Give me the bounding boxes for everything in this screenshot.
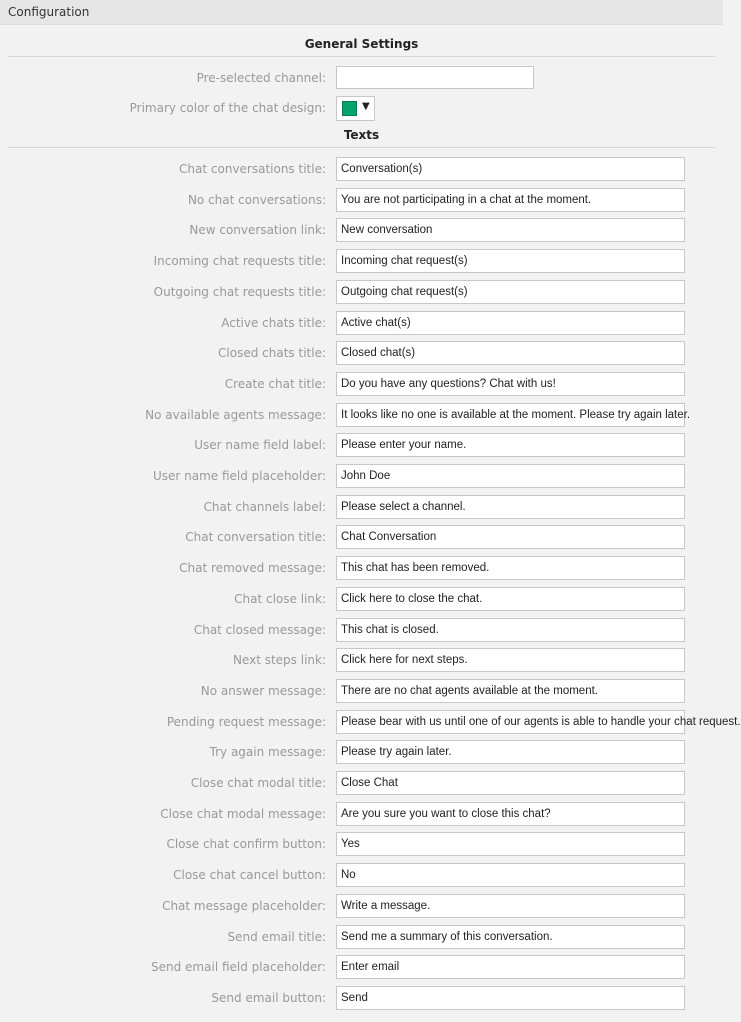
- text-field-label: Chat close link:: [234, 592, 326, 606]
- texts-heading: Texts: [343, 128, 380, 142]
- header-title: Configuration: [8, 5, 90, 19]
- text-field-input[interactable]: Please enter your name.: [336, 433, 685, 457]
- text-field-label: Chat conversations title:: [179, 162, 326, 176]
- text-field-label: Close chat confirm button:: [166, 837, 326, 851]
- text-field-input[interactable]: Close Chat: [336, 771, 685, 795]
- text-field-label: New conversation link:: [189, 223, 326, 237]
- config-header: [0, 0, 723, 25]
- color-swatch: [342, 101, 357, 116]
- text-field-input[interactable]: Please bear with us until one of our agents is able to handle your chat request.: [336, 710, 685, 734]
- text-field-input[interactable]: Chat Conversation: [336, 525, 685, 549]
- text-field-label: Incoming chat requests title:: [153, 254, 326, 268]
- primary-color-label: Primary color of the chat design:: [129, 101, 326, 115]
- text-field-input[interactable]: John Doe: [336, 464, 685, 488]
- text-field-input[interactable]: Conversation(s): [336, 157, 685, 181]
- text-field-label: User name field label:: [194, 438, 326, 452]
- text-field-input[interactable]: There are no chat agents available at the moment.: [336, 679, 685, 703]
- text-field-label: Try again message:: [209, 745, 326, 759]
- text-field-label: User name field placeholder:: [152, 469, 326, 483]
- color-picker[interactable]: [336, 96, 375, 121]
- text-field-input[interactable]: Write a message.: [336, 894, 685, 918]
- text-field-input[interactable]: Please select a channel.: [336, 495, 685, 519]
- text-field-label: No chat conversations:: [187, 193, 326, 207]
- text-field-label: No answer message:: [200, 684, 326, 698]
- general-settings-heading: General Settings: [304, 37, 419, 51]
- text-field-label: Chat conversation title:: [185, 530, 326, 544]
- text-field-input[interactable]: This chat is closed.: [336, 618, 685, 642]
- text-field-label: Pending request message:: [166, 715, 326, 729]
- text-field-input[interactable]: Are you sure you want to close this chat?: [336, 802, 685, 826]
- text-field-input[interactable]: New conversation: [336, 218, 685, 242]
- text-field-input[interactable]: Send me a summary of this conversation.: [336, 925, 685, 949]
- text-field-input[interactable]: Active chat(s): [336, 311, 685, 335]
- text-field-input[interactable]: Closed chat(s): [336, 341, 685, 365]
- text-field-input[interactable]: Click here for next steps.: [336, 648, 685, 672]
- text-field-label: Chat message placeholder:: [162, 899, 326, 913]
- divider: [8, 56, 715, 57]
- text-field-label: Send email title:: [227, 930, 326, 944]
- text-field-label: Close chat modal message:: [160, 807, 326, 821]
- text-field-input[interactable]: Send: [336, 986, 685, 1010]
- text-field-label: Chat removed message:: [179, 561, 326, 575]
- text-field-input[interactable]: Please try again later.: [336, 740, 685, 764]
- text-field-input[interactable]: Outgoing chat request(s): [336, 280, 685, 304]
- text-field-input[interactable]: Incoming chat request(s): [336, 249, 685, 273]
- text-field-label: Close chat modal title:: [190, 776, 326, 790]
- text-field-input[interactable]: No: [336, 863, 685, 887]
- text-field-label: Closed chats title:: [218, 346, 326, 360]
- preselected-channel-input[interactable]: [336, 66, 534, 89]
- text-field-label: Send email field placeholder:: [151, 960, 326, 974]
- divider: [8, 147, 715, 148]
- text-field-input[interactable]: It looks like no one is available at the moment. Please try again later.: [336, 403, 685, 427]
- text-field-input[interactable]: This chat has been removed.: [336, 556, 685, 580]
- text-field-input[interactable]: Yes: [336, 832, 685, 856]
- text-field-input[interactable]: Do you have any questions? Chat with us!: [336, 372, 685, 396]
- text-field-label: Chat closed message:: [193, 623, 326, 637]
- text-field-label: Close chat cancel button:: [173, 868, 326, 882]
- text-field-label: Outgoing chat requests title:: [153, 285, 326, 299]
- text-field-label: Create chat title:: [224, 377, 326, 391]
- preselected-channel-label: Pre-selected channel:: [196, 71, 326, 85]
- text-field-label: No available agents message:: [145, 408, 326, 422]
- text-field-input[interactable]: Enter email: [336, 955, 685, 979]
- text-field-input[interactable]: Click here to close the chat.: [336, 587, 685, 611]
- text-field-label: Active chats title:: [221, 316, 326, 330]
- text-field-label: Send email button:: [211, 991, 326, 1005]
- text-field-label: Next steps link:: [232, 653, 326, 667]
- text-field-label: Chat channels label:: [203, 500, 326, 514]
- chevron-down-icon: ▼: [362, 101, 370, 112]
- text-field-input[interactable]: You are not participating in a chat at the moment.: [336, 188, 685, 212]
